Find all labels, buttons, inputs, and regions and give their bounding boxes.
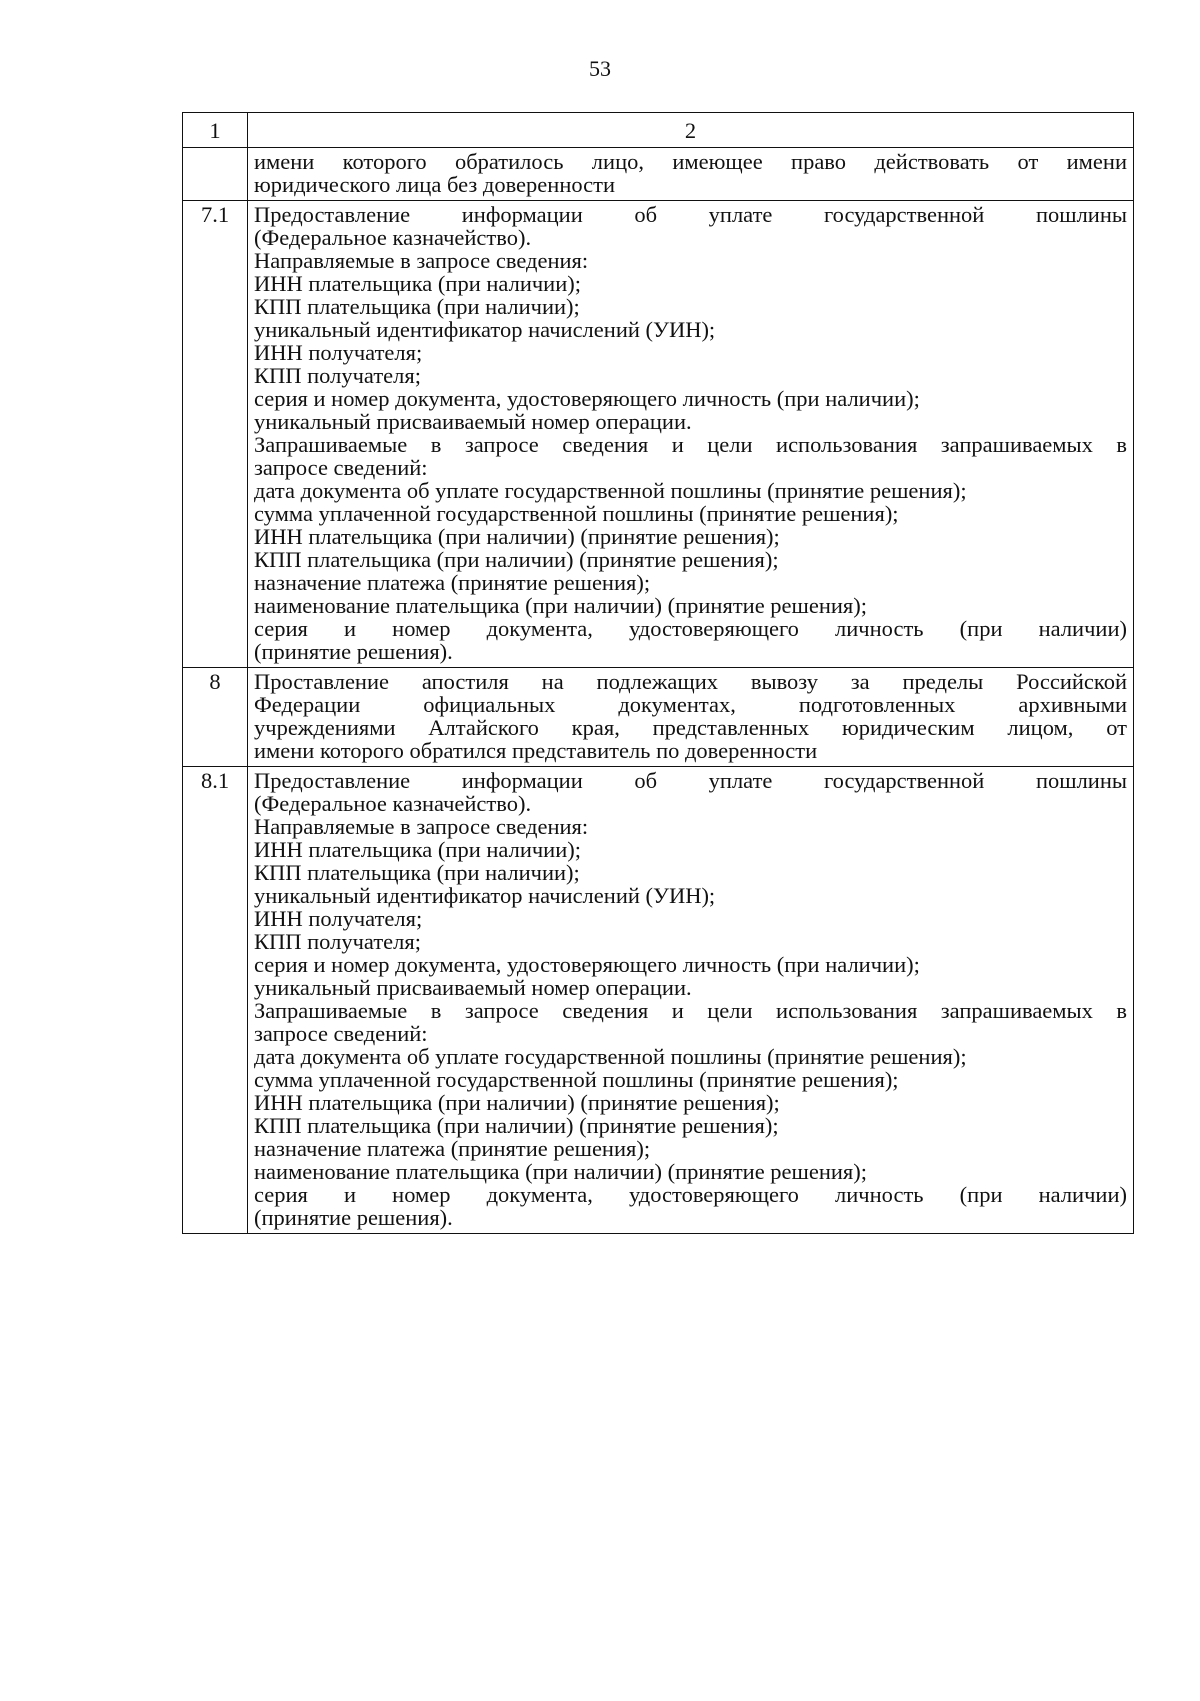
- text-line: уникальный присваиваемый номер операции.: [254, 409, 692, 434]
- row-number: [183, 148, 248, 201]
- document-table: [182, 112, 1134, 1234]
- text-line: ИНН плательщика (при наличии);: [254, 837, 582, 862]
- table-row-continuation: [183, 148, 1134, 201]
- table-header-row: [183, 113, 1134, 148]
- text-line: ИНН плательщика (при наличии);: [254, 271, 582, 296]
- page-number: 53: [589, 56, 611, 81]
- text-line: (Федеральное казначейство).: [254, 791, 532, 816]
- text-line: дата документа об уплате государственной пошлины (принятие решения);: [254, 1044, 967, 1069]
- text-line: КПП плательщика (при наличии) (принятие решения);: [254, 1113, 779, 1138]
- text-line: сумма уплаченной государственной пошлины (принятие решения);: [254, 1067, 899, 1092]
- text-line: серия и номер документа, удостоверяющего личность (при наличии);: [254, 386, 920, 411]
- text-line: Направляемые в запросе сведения:: [254, 814, 589, 839]
- text-line: наименование плательщика (при наличии) (принятие решения);: [254, 593, 868, 618]
- text-line: Запрашиваемые в запросе сведения и цели использования запрашиваемых в: [254, 998, 1127, 1023]
- text-line: уникальный идентификатор начислений (УИН);: [254, 317, 716, 342]
- text-line: Направляемые в запросе сведения:: [254, 248, 589, 273]
- text-line: (Федеральное казначейство).: [254, 225, 532, 250]
- text-line: назначение платежа (принятие решения);: [254, 570, 651, 595]
- text-line: КПП получателя;: [254, 363, 421, 388]
- table-row-7-1: [183, 201, 1134, 668]
- text-line: юридического лица без доверенности: [254, 172, 616, 197]
- text-line: уникальный идентификатор начислений (УИН);: [254, 883, 716, 908]
- text-line: уникальный присваиваемый номер операции.: [254, 975, 692, 1000]
- text-line: сумма уплаченной государственной пошлины (принятие решения);: [254, 501, 899, 526]
- column-header-2: 2: [248, 113, 1134, 148]
- text-line: серия и номер документа, удостоверяющего личность (при наличии): [254, 616, 1127, 641]
- text-line: дата документа об уплате государственной пошлины (принятие решения);: [254, 478, 967, 503]
- text-line: ИНН плательщика (при наличии) (принятие решения);: [254, 1090, 780, 1115]
- text-line: запросе сведений:: [254, 1021, 428, 1046]
- text-line: учреждениями Алтайского края, представленных юридическим лицом, от: [254, 715, 1127, 740]
- text-line: назначение платежа (принятие решения);: [254, 1136, 651, 1161]
- text-line: КПП плательщика (при наличии);: [254, 860, 580, 885]
- text-line: КПП получателя;: [254, 929, 421, 954]
- text-line: серия и номер документа, удостоверяющего личность (при наличии);: [254, 952, 920, 977]
- row-text: [248, 668, 1134, 767]
- text-line: ИНН плательщика (при наличии) (принятие решения);: [254, 524, 780, 549]
- row-number: 7.1: [183, 201, 248, 668]
- column-header-1: 1: [183, 113, 248, 148]
- text-line: Запрашиваемые в запросе сведения и цели использования запрашиваемых в: [254, 432, 1127, 457]
- table-row-8-1: [183, 767, 1134, 1234]
- table-row-8: [183, 668, 1134, 767]
- text-line: серия и номер документа, удостоверяющего личность (при наличии): [254, 1182, 1127, 1207]
- text-line: ИНН получателя;: [254, 340, 423, 365]
- text-line: имени которого обратилось лицо, имеющее право действовать от имени: [254, 149, 1127, 174]
- text-line: Проставление апостиля на подлежащих вывозу за пределы Российской: [254, 669, 1127, 694]
- text-line: Предоставление информации об уплате государственной пошлины: [254, 768, 1127, 793]
- row-text: [248, 148, 1134, 201]
- text-line: (принятие решения).: [254, 639, 453, 664]
- row-text: [248, 201, 1134, 668]
- row-number: 8.1: [183, 767, 248, 1234]
- text-line: наименование плательщика (при наличии) (принятие решения);: [254, 1159, 868, 1184]
- text-line: (принятие решения).: [254, 1205, 453, 1230]
- text-line: Предоставление информации об уплате государственной пошлины: [254, 202, 1127, 227]
- text-line: Федерации официальных документах, подготовленных архивными: [254, 692, 1127, 717]
- text-line: ИНН получателя;: [254, 906, 423, 931]
- text-line: имени которого обратился представитель по доверенности: [254, 738, 818, 763]
- text-line: КПП плательщика (при наличии) (принятие решения);: [254, 547, 779, 572]
- text-line: запросе сведений:: [254, 455, 428, 480]
- row-text: [248, 767, 1134, 1234]
- row-number: 8: [183, 668, 248, 767]
- text-line: КПП плательщика (при наличии);: [254, 294, 580, 319]
